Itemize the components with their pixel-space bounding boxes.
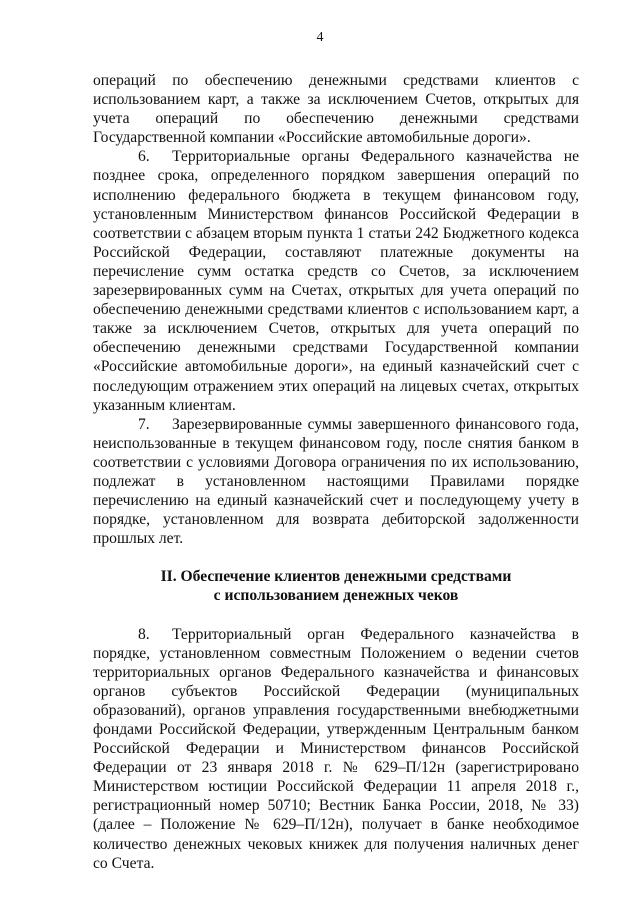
paragraph-6-number: 6. xyxy=(138,148,150,166)
paragraph-6 xyxy=(93,147,579,414)
page-number: 4 xyxy=(316,30,324,45)
paragraph-8-text: Территориальный орган Федерального казначейства в порядке, установленном совместным Положением о ведении счетов территориальных органов Федерального казначейства и финансовых органов субъектов Российской Федерации (муниципальных образований), органов управления государственными внебюджетными фондами Российской Федерации, утвержденным Центральным банком Российской Федерации и Министерством финансов Российской Федерации от 23 января 2018 г. № 629–П/12н (зарегистрировано Министерством юстиции Российской Федерации 11 апреля 2018 г., регистрационный номер 50710; Вестник Банка России, 2018, № 33) (далее – Положение № 629–П/12н), получает в банке необходимое количество денежных чековых книжек для получения наличных денег со Счета. xyxy=(93,625,579,872)
paragraph-8-number: 8. xyxy=(138,625,150,643)
section-heading-line-2: с использованием денежных чеков xyxy=(213,587,459,605)
paragraph-8 xyxy=(93,625,579,873)
paragraph-7 xyxy=(93,415,579,549)
paragraph-6-text: Территориальные органы Федерального казначейства не позднее срока, определенного порядком завершения операций по исполнению федерального бюджета в текущем финансовом году, установленным Министерством финансов Российской Федерации в соответствии с абзацем вторым пункта 1 статьи 242 Бюджетного кодекса Российской Федерации, составляют платежные документы на перечисление сумм остатка средств со Счетов, за исключением зарезервированных сумм на Счетах, открытых для учета операций по обеспечению денежными средствами клиентов с использованием карт, а также за исключением Счетов, открытых для учета операций по обеспечению денежными средствами Государственной компании «Российские автомобильные дороги», на единый казначейский счет с последующим отражением этих операций на лицевых счетах, открытых указанным клиентам. xyxy=(93,148,579,414)
paragraph-7-number: 7. xyxy=(138,415,150,433)
document-body xyxy=(93,71,579,873)
paragraph-7-text: Зарезервированные суммы завершенного финансового года, неиспользованные в текущем финансовом году, после снятия банком в соответствии с условиями Договора ограничения по их использованию, подлежат в установленном настоящими Правилами порядке перечислению на единый казначейский счет и последующему учету в порядке, установленном для возврата дебиторской задолженности прошлых лет. xyxy=(93,415,579,548)
paragraph-continued: операций по обеспечению денежными средствами клиентов с использованием карт, а также за исключением Счетов, открытых для учета операций по обеспечению денежными средствами Государственной компании «Российские автомобильные дороги». xyxy=(93,72,579,147)
section-heading-line-1: II. Обеспечение клиентов денежными средствами xyxy=(160,568,512,586)
